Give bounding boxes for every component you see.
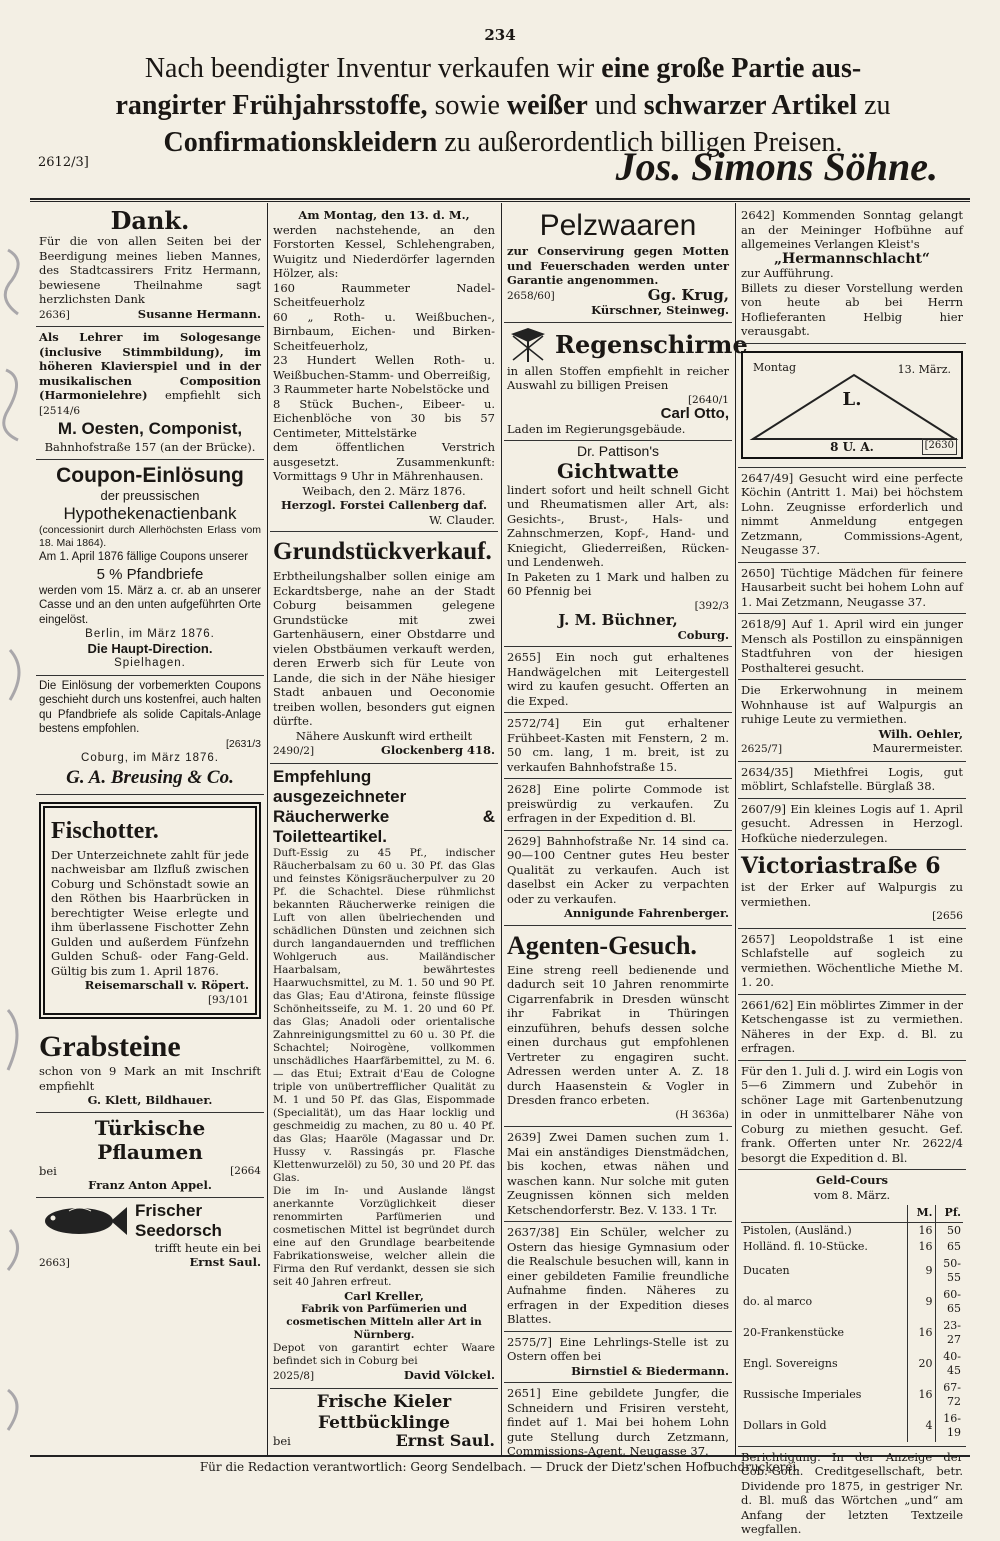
auction-item-4: 8 Stück Buchen-, Eibeer- u. Eichenblöche von 30 bis 57 Centimeter, Mittelstärke xyxy=(273,396,495,440)
einloesung-text: Die Einlösung der vorbemerkten Coupons geschieht durch uns kostenfrei, auch halten qu Pfandbriefe als solide Capitals-Anlage bestens empfohlen. xyxy=(39,679,261,735)
coupon-sub2: Hypothekenactienbank xyxy=(63,504,237,523)
seedorsch-ref: 2663] xyxy=(39,1257,70,1269)
banner-line2-mid2: und xyxy=(587,90,644,121)
table-row xyxy=(741,1256,963,1287)
schirme-name: Carl Otto, xyxy=(660,405,729,422)
gicht-name: J. M. Büchner, xyxy=(558,611,678,629)
geld-currency: Pistolen, (Ausländ.) xyxy=(743,1223,852,1237)
ad-koechin xyxy=(738,468,966,563)
victoria-ref: [2656 xyxy=(932,910,963,922)
geld-table xyxy=(741,1205,963,1442)
grabsteine-title: Grabsteine xyxy=(39,1030,181,1063)
coupon-note: (concessionirt durch Allerhöchsten Erlass vom 18. Mai 1864). xyxy=(39,524,261,549)
teacher-bold: Als Lehrer im Sologesange (inclusive Stimmbildung), im höheren Klavierspiel und in der musikalischen Composition (Harmonielehre) xyxy=(39,330,261,402)
ad-maedchen xyxy=(738,563,966,615)
ad-schueler xyxy=(504,1222,732,1332)
juli-text: Für den 1. Juli d. J. wird ein Logis von 5—6 Zimmern und Zubehör in schöner Lage mit Gartenbenutzung in oder in unmittelbarer Nähe von Coburg zu miethen gesucht. Gef. frank. Offerten unter Nr. 2622/4 besorgt die Expedition d. Bl. xyxy=(741,1063,963,1165)
geld-pf: 16-19 xyxy=(935,1411,963,1442)
grund-addr: Glockenberg 418. xyxy=(381,743,495,757)
fischotter-sign: Reisemarschall v. Röpert. xyxy=(84,978,249,992)
geld-pf: 40-45 xyxy=(935,1349,963,1380)
tent-letter: L. xyxy=(842,388,862,410)
umbrella-icon xyxy=(507,326,549,364)
auction-item-1: 60 „ Roth- u. Weißbuchen-, Birnbaum, Eichen- und Birken-Scheitfeuerholz, xyxy=(273,309,495,353)
dank-text: Für die von allen Seiten bei der Beerdigung meines lieben Mannes, des Stadtcassirers Fritz Hermann, bewiesene Theilnahme sagt herzlichsten Dank xyxy=(39,234,261,306)
gicht-loc: Coburg. xyxy=(677,627,729,642)
geld-header-row xyxy=(741,1205,963,1222)
pelz-name: Gg. Krug, xyxy=(647,285,729,304)
column-rule-1 xyxy=(267,203,268,1456)
banner-line3-bold: Confirmationskleidern xyxy=(163,127,438,158)
coupon-sign: Spielhagen. xyxy=(114,657,186,669)
theater-text2: zur Aufführung. xyxy=(741,266,834,280)
geld-currency: Dollars in Gold xyxy=(743,1418,827,1432)
coupon-dir: Die Haupt-Direction. xyxy=(87,640,213,656)
coupon-line2: werden vom 15. März a. cr. ab an unserer Casse und an den unten aufgeführten Orte eingelöst. xyxy=(39,584,261,626)
theater-text3: Billets zu dieser Vorstellung werden von heute ab bei Herrn Hoflieferanten Helbig hier verausgabt. xyxy=(741,280,963,338)
ad-zimmer xyxy=(738,995,966,1061)
schlaf-text: 2657] Leopoldstraße 1 ist eine Schlafstelle auf sogleich zu vermiethen. Wöchentliche Miethe M. 1. 20. xyxy=(741,931,963,989)
column-rule-3 xyxy=(735,203,736,1456)
agenten-ref: (H 3636a) xyxy=(675,1108,729,1121)
geld-header-blank xyxy=(741,1205,907,1222)
fischotter-title: Fischotter. xyxy=(51,817,159,844)
geld-pf: 67-72 xyxy=(935,1380,963,1411)
frueh-text: 2572/74] Ein gut erhaltener Frühbeet-Kasten mit Fenstern, 2 m. 50 cm. lang, 1 m. breit, ist zu verkaufen Bahnhofstraße 15. xyxy=(507,716,729,774)
buecklinge-name: Ernst Saul. xyxy=(395,1430,495,1450)
ad-frueh xyxy=(504,713,732,779)
banner-line2-end: zu xyxy=(857,90,891,121)
empf-name: David Völckel. xyxy=(403,1368,495,1382)
pelz-title: Pelzwaaren xyxy=(539,209,697,242)
lehrling-name: Birnstiel & Biedermann. xyxy=(571,1363,729,1378)
heu-text: 2629] Bahnhofstraße Nr. 14 sind ca. 90—100 Centner gutes Heu bester Qualität zu verkaufen. Auch ist daselbst ein Acker zu verpachten oder zu verkaufen. xyxy=(507,833,729,906)
ad-jungfer xyxy=(504,1383,732,1463)
dank-title: Dank. xyxy=(110,206,190,235)
empf-ref: 2025/8] xyxy=(273,1370,315,1382)
logis1-text: 2634/35] Miethfrei Logis, gut möblirt, Schlafstelle. Bürglaß 38. xyxy=(741,764,963,793)
banner-line3-end: zu außerordentlich billigen Preisen. xyxy=(437,127,843,158)
erker-ref: 2625/7] xyxy=(741,743,783,755)
table-row xyxy=(741,1287,963,1318)
ad-juli xyxy=(738,1061,966,1171)
ad-victoria xyxy=(738,850,966,929)
auction-sign: W. Clauder. xyxy=(429,512,495,527)
table-row xyxy=(741,1318,963,1349)
ad-geld xyxy=(738,1170,966,1447)
buecklinge-pre: bei xyxy=(273,1433,291,1448)
table-row xyxy=(741,1222,963,1239)
geld-mark: 16 xyxy=(907,1239,935,1256)
pelz-text: zur Conservirung gegen Motten und Feuerschaden werden unter Garantie angenommen. xyxy=(507,244,729,287)
ad-schlaf xyxy=(738,929,966,995)
banner-firm: Jos. Simons Söhne. xyxy=(615,144,938,189)
page-number: 234 xyxy=(484,26,516,44)
gicht-title1: Dr. Pattison's xyxy=(576,443,660,459)
ad-theater xyxy=(738,205,966,344)
ad-erker xyxy=(738,680,966,762)
coupon-sub1: der preussischen xyxy=(100,487,200,503)
ad-postillon xyxy=(738,614,966,680)
banner-line2-bold2: weißer xyxy=(506,90,588,121)
seedorsch-name: Ernst Saul. xyxy=(189,1255,261,1269)
schirme-title: Regenschirme xyxy=(555,329,748,359)
ad-lehrling xyxy=(504,1332,732,1384)
geld-header-m: M. xyxy=(907,1205,935,1222)
teacher-name: M. Oesten, Componist, xyxy=(57,419,243,438)
grund-text: Erbtheilungshalber sollen einige am Eckardtsberge, nahe an der Stadt Coburg beisammen gelegene Grundstücke mit zwei Gartenhäusern, einer Obstdarre und vielen Obstbäumen verkauft werden, deren Erwerb sich für Leute von Lande, die sich in der Nähe hiesiger Stadt anbauen und Oeconomie treiben wollen, besonders gut eignen dürfte. xyxy=(273,569,495,728)
auction-office: Herzogl. Forstei Callenberg daf. xyxy=(280,498,488,512)
fischotter-frame xyxy=(39,802,261,1020)
postillon-text: 2618/9] Auf 1. April wird ein junger Mensch als Postillon zu einspännigen Stadtfuhren von der hiesigen Posthalterei gesucht. xyxy=(741,617,963,675)
agenten-title: Agenten-Gesuch. xyxy=(507,930,697,960)
column-2 xyxy=(270,205,498,1455)
auction-item-3: 3 Raummeter harte Nobelstöcke und xyxy=(273,382,490,396)
banner-line2-mid: sowie xyxy=(427,90,507,121)
grabsteine-name: G. Klett, Bildhauer. xyxy=(87,1093,213,1107)
column-4 xyxy=(738,205,966,1536)
coupon-line1: Am 1. April 1876 fällige Coupons unserer xyxy=(39,551,249,563)
einloesung-place: Coburg, im März 1876. xyxy=(81,752,219,764)
auction-item-2: 23 Hundert Wellen Roth- u. Weißbuchen-Stamm- und Oberreißig, xyxy=(273,353,495,382)
geld-header-pf: Pf. xyxy=(935,1205,963,1222)
ad-auction xyxy=(270,205,498,532)
banner-line2-bold3: schwarzer Artikel xyxy=(643,90,858,121)
einloesung-ref: [2631/3 xyxy=(225,737,261,750)
geld-mark: 9 xyxy=(907,1287,935,1318)
empf-firmsub: Fabrik von Parfümerien und cosmetischen Mitteln aller Art in Nürnberg. xyxy=(286,1303,482,1341)
tent-date: 13. März. xyxy=(897,362,951,376)
gicht-ref: [392/3 xyxy=(694,599,729,612)
geld-mark: 9 xyxy=(907,1256,935,1287)
grabsteine-text: schon von 9 Mark an mit Inschrift empfiehlt xyxy=(39,1064,261,1093)
grund-ref: 2490/2] xyxy=(273,745,315,757)
ad-empfehlung xyxy=(270,764,498,1389)
pflaumen-ref: [2664 xyxy=(230,1164,261,1177)
empf-firm: Carl Kreller, xyxy=(344,1288,424,1303)
ad-tent xyxy=(738,344,966,468)
tent-time: 8 U. A. xyxy=(830,440,874,454)
erker-name: Wilh. Oehler, xyxy=(878,726,963,741)
tent-ref: [2630 xyxy=(922,438,957,455)
erker-trade: Maurermeister. xyxy=(872,741,963,755)
ad-seedorsch xyxy=(36,1198,264,1275)
teacher-rest: empfiehlt sich xyxy=(164,388,262,402)
geld-pf: 60-65 xyxy=(935,1287,963,1318)
top-rule xyxy=(30,198,970,200)
victoria-text: ist der Erker auf Walpurgis zu vermiethen. xyxy=(741,880,963,909)
ad-grund xyxy=(270,532,498,764)
fish-icon xyxy=(39,1201,127,1241)
table-row xyxy=(741,1411,963,1442)
ad-schirme xyxy=(504,323,748,442)
dank-signer: Susanne Hermann. xyxy=(137,306,261,321)
top-rule-thin xyxy=(30,201,970,202)
margin-pencil-marks xyxy=(0,230,40,1450)
ad-buecklinge xyxy=(270,1389,498,1453)
gicht-title2: Gichtwatte xyxy=(556,458,679,483)
ad-einloesung xyxy=(36,676,264,795)
geld-pf: 65 xyxy=(935,1239,963,1256)
geld-mark: 16 xyxy=(907,1222,935,1239)
column-rule-2 xyxy=(501,203,502,1456)
gicht-text2: In Paketen zu 1 Mark und halben zu 60 Pfennig bei xyxy=(507,569,729,598)
tent-day: Montag xyxy=(753,360,796,374)
fischotter-text: Der Unterzeichnete zahlt für jede nachweisbar am Ilzfluß zwischen Coburg und Schönstadt sowie an den Röthen bis Haarbrücken in berechtigter Weise erlegte und ihm überlassene Fischotter Zehn Gulden und außerdem Fünfzehn Gulden Schuß- oder Fang-Geld. Gültig bis zum 1. April 1876. xyxy=(51,847,249,978)
theater-title: „Hermannschlacht“ xyxy=(773,250,930,267)
schirme-header xyxy=(507,326,748,364)
bericht-text: Berichtigung. In der Anzeige der Cob.-Goth. Creditgesellschaft, betr. Dividende pro 1875, in gestriger Nr. d. Bl. muß das Wörtchen „und“ am Anfang der letzten Textzeile wegfallen. xyxy=(741,1449,963,1536)
auction-text: werden nachstehende, an den Forstorten Kessel, Schlehengraben, Wuigitz und Niederdörfer lagernden Hölzer, als: xyxy=(273,222,495,280)
geld-mark: 16 xyxy=(907,1380,935,1411)
ad-logis2 xyxy=(738,799,966,851)
coupon-title: Coupon-Einlösung xyxy=(56,463,244,487)
auction-text2: dem öffentlichen Verstrich ausgesetzt. Zusammenkunft: Vormittags 9 Uhr in Mährenhausen. xyxy=(273,440,495,483)
bottom-rule xyxy=(30,1455,970,1457)
coupon-pct: 5 % Pfandbriefe xyxy=(96,565,204,583)
maedchen-text: 2650] Tüchtige Mädchen für feinere Hausarbeit sucht bei hohem Lohn auf 1. Mai Zetzmann, Neugasse 37. xyxy=(741,565,963,609)
banner-footer xyxy=(38,143,968,193)
dank-ref: 2636] xyxy=(39,308,70,321)
agenten-text: Eine streng reell bedienende und dadurch seit 10 Jahren renommirte Cigarrenfabrik in Dresden wünscht ihr Fabrikat in Thüringen einzuführen, behufs dessen solche einen durchaus gut empfohlenen Vertreter zu engagiren sucht. Adressen werden unter A. Z. 18 durch Haasenstein & Vogler in Dresden franco erbeten. xyxy=(507,962,729,1107)
ad-pelz xyxy=(504,205,732,323)
pflaumen-title: Türkische Pflaumen xyxy=(94,1115,206,1164)
gicht-text: lindert sofort und heilt schnell Gicht und Rheumatismen aller Art, als: Gesichts-, Brust-, Hals- und Zahnschmerzen, Kopf-, Hand- und Kniegicht, Gliederreißen, Rücken- und Lendenweh. xyxy=(507,482,729,569)
auction-item-0: 160 Raummeter Nadel-Scheitfeuerholz xyxy=(273,280,495,309)
banner-ref: 2612/3] xyxy=(38,155,89,170)
teacher-addr: Bahnhofstraße 157 (an der Brücke). xyxy=(44,440,256,454)
logis2-text: 2607/9] Ein kleines Logis auf 1. April gesucht. Adressen in Herzogl. Hofküche niederzulegen. xyxy=(741,801,963,845)
table-row xyxy=(741,1239,963,1256)
banner-line2-bold1: rangirter Frühjahrsstoffe, xyxy=(115,90,428,121)
geld-currency: Russische Imperiales xyxy=(743,1387,862,1401)
ad-fischotter xyxy=(36,795,264,1028)
schirme-loc: Laden im Regierungsgebäude. xyxy=(507,421,686,436)
geld-title: Geld-Cours xyxy=(815,1173,889,1187)
auction-head: Am Montag, den 13. d. M., xyxy=(298,208,470,222)
banner-line1-bold: eine große Partie aus- xyxy=(601,53,862,84)
geld-mark: 20 xyxy=(907,1349,935,1380)
empf-title: Empfehlung ausgezeichneter Räucherwerke & Toiletteartikel. xyxy=(273,766,495,846)
victoria-title: Victoriastraße 6 xyxy=(741,853,941,879)
banner-line1-pre: Nach beendigter Inventur verkaufen wir xyxy=(144,53,602,84)
empf-text2: Die im In- und Auslande längst anerkannte Vorzüglichkeit dieser renommirten Parfümerien und cosmetischen Mittel ist begründet durch eine auf den Grundlage bearbeitende Fabrikationsweise, welcher allein die Firma den Ruf verdankt, dessen sie sich seit 40 Jahren erfreut. xyxy=(273,1184,495,1288)
dienst-text: 2639] Zwei Damen suchen zum 1. Mai ein anständiges Dienstmädchen, bis kochen, etwas nähen und waschen kann. Nur solche mit guten Zeugnissen können sich melden Ketschendorferstr. Bez. V. 133. 1 Tr. xyxy=(507,1130,729,1217)
column-1 xyxy=(36,205,264,1455)
tent-box xyxy=(741,351,963,459)
table-row xyxy=(741,1380,963,1411)
grund-more: Nähere Auskunft wird ertheilt xyxy=(295,728,473,743)
ad-teacher xyxy=(36,327,264,460)
pelz-trade: Kürschner, Steinweg. xyxy=(591,303,729,317)
teacher-ref: [2514/6 xyxy=(39,404,81,417)
heu-name: Annigunde Fahrenberger. xyxy=(563,906,729,920)
pelz-ref: 2658/60] xyxy=(507,289,555,302)
ad-hand xyxy=(504,647,732,713)
geld-currency: do. al marco xyxy=(743,1294,813,1308)
seedorsch-title: Frischer Seedorsch xyxy=(135,1200,222,1240)
ad-agenten xyxy=(504,926,732,1128)
geld-date: vom 8. März. xyxy=(813,1187,891,1202)
ad-dienst xyxy=(504,1127,732,1222)
geld-pf: 50-55 xyxy=(935,1256,963,1287)
column-3 xyxy=(504,205,748,1458)
ad-logis1 xyxy=(738,762,966,799)
page-footer: Für die Redaction verantwortlich: Georg Sendelbach. — Druck der Dietz'schen Hofbuchdruckerei. xyxy=(199,1460,801,1474)
ad-coupon xyxy=(36,460,264,676)
ad-commode xyxy=(504,779,732,831)
ad-dank xyxy=(36,205,264,327)
geld-pf: 50 xyxy=(935,1222,963,1239)
ad-pflaumen xyxy=(36,1113,264,1198)
jungfer-text: 2651] Eine gebildete Jungfer, die Schneidern und Frisiren versteht, findet auf 1. Mai bei hohem Lohn gute Stellung durch Zetzmann, Commissions-Agent, Neugasse 37. xyxy=(507,1386,729,1458)
fischotter-ref: [93/101 xyxy=(207,993,249,1006)
empf-text: Duft-Essig zu 45 Pf., indischer Räucherbalsam zu 60 u. 30 Pf. das Glas und feinstes Königsräucherpulver zu 20 Pf. die Schachtel. Diese rühmlichst bekannten Räucherwerke reinigen die Luft von allen übelriechenden und schädlichen Dünsten und zeichnen sich durch langandauernden und trefflichen Wohlgeruch aus. Mailändischer Haarbalsam, bewährtestes Haarwuchsmittel, zu M. 1. 50 und 90 Pf. das Glas; Eau d'Atirona, feinste flüssige Schönheitsseife, zu M. 1. 20 und 60 Pf. das Glas; Anadoli oder orientalische Zahnreinigungsmittel zu 60 u. 30 Pf. die Schachtel; Noirogène, vollkommen unschädliches Haarfärbemittel, zu M. 6.— das Etui; Extrait d'Eau de Cologne triple von unübertrefflicher Qualität zu M. 1 und 50 Pf. das Glas, Eispommade (Specialität), um das Haar locklig und geschmeidig zu machen, zu 80 u. 40 Pf. das Glas; Haaröle (Magassar und Dr. Hussy v. Rassingás pr. Flasche Klettenwurzelöl) zu 50, 30 und 20 Pf. das Glas. xyxy=(273,846,495,1184)
grund-title: Grundstückverkauf. xyxy=(273,538,492,565)
zimmer-text: 2661/62] Ein möblirtes Zimmer in der Ketschengasse ist zu vermiethen. Näheres in der Exp. d. Bl. zu erfragen. xyxy=(741,997,963,1055)
schirme-text: in allen Stoffen empfiehlt in reicher Auswahl zu billigen Preisen xyxy=(507,363,729,392)
auction-date: Weibach, den 2. März 1876. xyxy=(302,483,466,498)
buecklinge-title: Frische Kieler Fettbücklinge xyxy=(316,1391,452,1433)
geld-currency: 20-Frankenstücke xyxy=(743,1325,844,1339)
hand-text: 2655] Ein noch gut erhaltenes Handwägelchen mit Leitergestell wird zu kaufen gesucht. Offerten an die Exped. xyxy=(507,650,729,708)
seedorsch-text: trifft heute ein bei xyxy=(154,1240,261,1255)
ad-gicht xyxy=(504,441,732,647)
schueler-text: 2637/38] Ein Schüler, welcher zu Ostern das hiesige Gymnasium oder die Realschule besuchen will, kann in einer gebildeten Familie freundliche Aufnahme finden. Näheres zu erfragen in der Expedition dieses Blattes. xyxy=(507,1225,729,1326)
pflaumen-name: Franz Anton Appel. xyxy=(88,1178,212,1192)
koechin-text: 2647/49] Gesucht wird eine perfecte Köchin (Antritt 1. Mai) bei höchstem Lohn. Zeugnisse erforderlich und nimmt Anmeldung entgegen Zetzmann, Commissions-Agent, Neugasse 37. xyxy=(741,470,963,557)
geld-currency: Holländ. fl. 10-Stücke. xyxy=(743,1240,868,1253)
erker-text: Die Erkerwohnung in meinem Wohnhause ist auf Walpurgis an ruhige Leute zu vermiethen. xyxy=(741,683,963,726)
schirme-ref: [2640/1 xyxy=(687,393,729,406)
seedorsch-row xyxy=(39,1201,261,1241)
geld-currency: Engl. Sovereigns xyxy=(743,1356,838,1370)
ad-heu xyxy=(504,831,732,926)
commode-text: 2628] Eine polirte Commode ist preiswürdig zu verkaufen. Zu erfragen in der Expedition d. Bl. xyxy=(507,782,729,825)
pflaumen-pre: bei xyxy=(39,1163,57,1178)
geld-pf: 23-27 xyxy=(935,1318,963,1349)
geld-currency: Ducaten xyxy=(743,1263,790,1277)
geld-mark: 16 xyxy=(907,1318,935,1349)
lehrling-text: 2575/7] Eine Lehrlings-Stelle ist zu Ostern offen bei xyxy=(507,1334,729,1363)
einloesung-firm: G. A. Breusing & Co. xyxy=(66,766,234,788)
theater-text: 2642] Kommenden Sonntag gelangt an der Meininger Hofbühne auf allgemeines Verlangen Kleist's xyxy=(741,208,963,251)
ad-grabsteine xyxy=(36,1027,264,1113)
coupon-place: Berlin, im März 1876. xyxy=(85,628,215,640)
empf-depot: Depot von garantirt echter Waare befindet sich in Coburg bei xyxy=(273,1342,495,1367)
geld-mark: 4 xyxy=(907,1411,935,1442)
table-row xyxy=(741,1349,963,1380)
